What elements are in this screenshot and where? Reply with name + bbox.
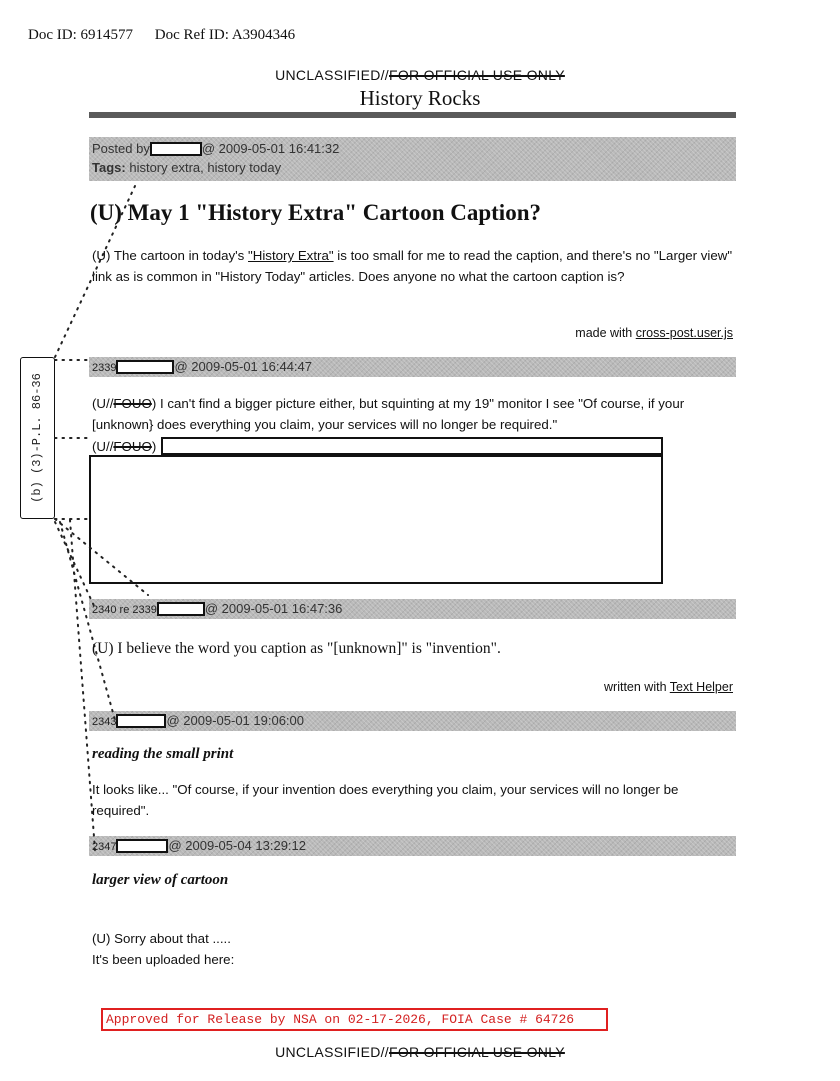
marking-close: ) (151, 396, 157, 411)
comment-timestamp: @ 2009-05-04 13:29:12 (168, 838, 307, 853)
history-extra-link[interactable]: "History Extra" (248, 248, 334, 263)
comment-text-line: It's been uploaded here: (92, 952, 235, 967)
cross-post-link[interactable]: cross-post.user.js (635, 326, 733, 340)
post-timestamp: @ 2009-05-01 16:41:32 (201, 141, 340, 156)
leader-line (60, 522, 115, 720)
classification-struck: FOR OFFICIAL USE ONLY (389, 1044, 565, 1060)
comment-title-2347: larger view of cartoon (92, 872, 229, 888)
comment-timestamp: @ 2009-05-01 16:44:47 (174, 359, 313, 374)
comment-number: 2347 (92, 841, 117, 853)
comment-timestamp: @ 2009-05-01 16:47:36 (204, 601, 343, 616)
tags-list[interactable]: history extra, history today (129, 160, 282, 175)
classification-struck: FOR OFFICIAL USE ONLY (389, 67, 565, 83)
marking-struck: FOUO (113, 439, 152, 454)
made-with-label: made with (575, 326, 636, 340)
leader-line (55, 186, 135, 357)
leader-line (70, 520, 95, 850)
post-body-text-cont: is too small for me to read the caption, and there's no "Larger view" link as is common in "History Today" articles. Does anyone no what the cartoon caption is? (92, 248, 733, 284)
comment-title-2343: reading the small print (92, 746, 234, 762)
release-stamp: Approved for Release by NSA on 02-17-2026, FOIA Case # 64726 (101, 1008, 608, 1031)
marking-struck: FOUO (113, 396, 152, 411)
comment-text-line: (U) Sorry about that ..... (92, 931, 231, 946)
leader-line (55, 519, 148, 595)
comment-body-2343: It looks like... "Of course, if your invention does everything you claim, your services will no longer be required". (92, 782, 679, 818)
comment-number: 2340 re 2339 (92, 604, 157, 616)
posted-by-label: Posted by (92, 141, 150, 156)
comment-body-2340: (U) I believe the word you caption as "[unknown]" is "invention". (92, 640, 501, 657)
marking: (U// (92, 396, 114, 411)
comment-number: 2339 (92, 362, 117, 374)
written-with-label: written with (604, 680, 670, 694)
comment-text: I can't find a bigger picture either, but squinting at my 19" monitor I see "Of course, if your [unknown} does everything you claim, your services will no longer be required." (92, 396, 685, 432)
exemption-label: (b) (3)-P.L. 86-36 (30, 373, 44, 503)
marking: (U// (92, 439, 114, 454)
doc-ref-id: Doc Ref ID: A3904346 (154, 27, 296, 43)
post-body-text: (U) The cartoon in today's (92, 248, 249, 263)
doc-id: Doc ID: 6914577 (28, 27, 133, 43)
comment-timestamp: @ 2009-05-01 19:06:00 (166, 713, 305, 728)
comment-number: 2343 (92, 716, 117, 728)
marking-close: ) (151, 439, 157, 454)
classification-label: UNCLASSIFIED// (275, 67, 389, 83)
classification-banner-bottom (0, 1044, 840, 1060)
classification-label: UNCLASSIFIED// (275, 1044, 389, 1060)
post-title: (U) May 1 "History Extra" Cartoon Caption? (90, 200, 541, 225)
text-helper-link[interactable]: Text Helper (669, 680, 733, 694)
tags-label: Tags: (92, 160, 126, 175)
site-title: History Rocks (359, 86, 481, 110)
